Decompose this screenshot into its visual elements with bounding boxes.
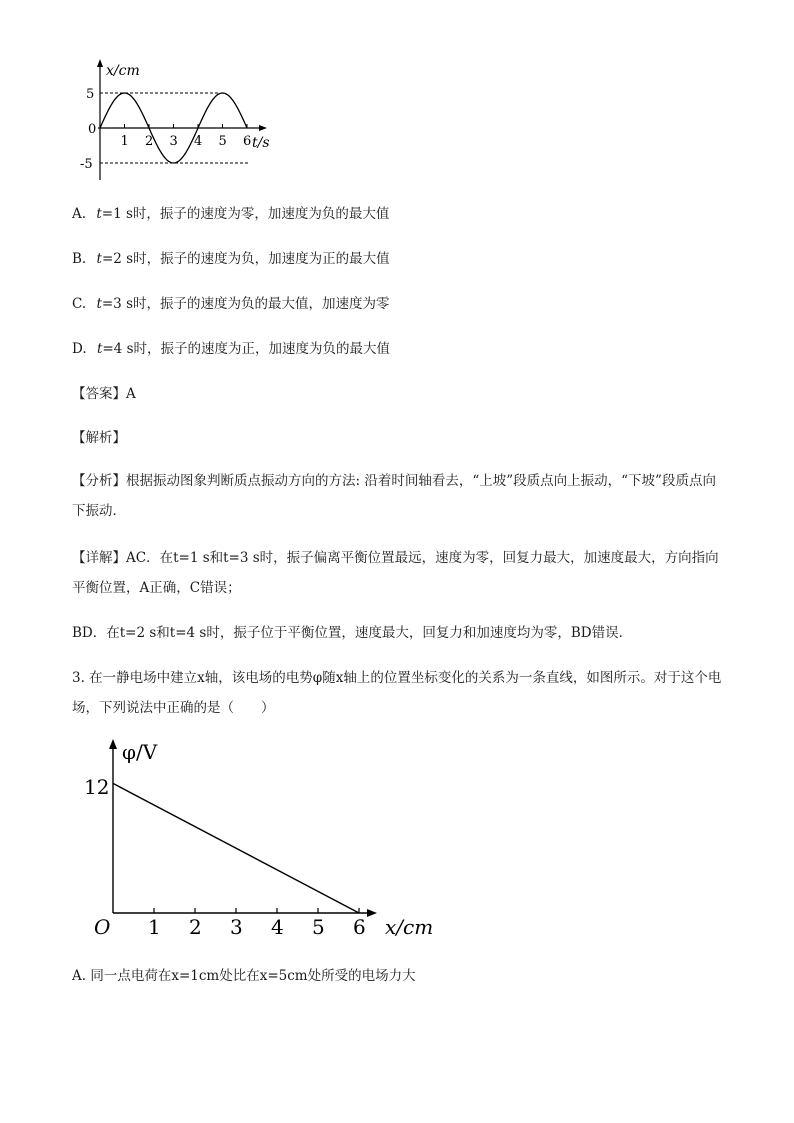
detail-text-1: 【详解】AC．在t=1 s和t=3 s时，振子偏离平衡位置最远，速度为零，回复力最大，加速度最大，方向指向平衡位置，A正确，C错误； [72, 550, 719, 596]
fig1-x-tick-label: 4 [194, 134, 203, 149]
analysis-text: 【分析】根据振动图象判断质点振动方向的方法: 沿着时间轴看去，“上坡”段质点向上振动，“下坡”段质点向下振动． [72, 473, 716, 519]
fig2-y-label: φ/V [122, 740, 158, 764]
option-text: =4 s时，振子的速度为正，加速度为负的最大值 [102, 341, 390, 357]
option-label: D. [72, 341, 87, 357]
fig1-x-label: t/s [252, 135, 270, 151]
q3-stem: 3. 在一静电场中建立x轴，该电场的电势φ随x轴上的位置坐标变化的关系为一条直线，如图所示。对于这个电场，下列说法中正确的是（ ） [72, 670, 722, 716]
fig1-ytick-5: 5 [86, 87, 95, 102]
fig2-x-tick-label: 4 [271, 915, 284, 939]
option-label: B. [72, 251, 87, 267]
fig2-x-tick-label: 2 [189, 915, 202, 939]
q2-option-a [72, 204, 389, 224]
fig2-y-tick-12: 12 [84, 775, 110, 799]
fig2-x-arrow [367, 909, 377, 917]
q3-option-a: A. 同一点电荷在x=1cm处比在x=5cm处所受的电场力大 [72, 968, 416, 984]
potential-graph [80, 735, 440, 945]
analysis-heading: 【解析】 [72, 430, 126, 446]
option-label: C. [72, 296, 87, 312]
fig1-x-tick-label: 6 [243, 134, 252, 149]
vibration-graph [80, 55, 290, 185]
q2-option-b [72, 249, 390, 269]
option-label: A. [72, 206, 87, 222]
fig2-x-tick-label: 6 [353, 915, 366, 939]
fig2-origin: O [94, 915, 111, 939]
fig1-x-tick-label: 5 [218, 134, 227, 149]
option-var: t [96, 251, 102, 267]
option-text: =1 s时，振子的速度为零，加速度为负的最大值 [101, 206, 390, 222]
fig2-x-tick-label: 1 [148, 915, 161, 939]
fig1-ytick-0: 0 [88, 122, 97, 137]
fig2-x-tick-label: 3 [230, 915, 243, 939]
fig2-potential-line [113, 783, 359, 913]
fig1-ytick-neg5: -5 [80, 157, 93, 172]
fig2-x-tick-label: 5 [312, 915, 325, 939]
fig2-y-arrow [109, 739, 117, 749]
answer: 【答案】A [72, 386, 136, 402]
q2-option-d [72, 339, 390, 359]
fig1-x-tick-label: 2 [145, 134, 154, 149]
option-var: t [96, 296, 102, 312]
fig1-y-arrow [97, 59, 103, 67]
fig1-x-tick-label: 1 [120, 134, 129, 149]
q2-option-c [72, 294, 390, 314]
option-var: t [96, 341, 103, 357]
fig2-x-label: x/cm [385, 915, 434, 939]
option-text: =3 s时，振子的速度为负的最大值，加速度为零 [101, 296, 390, 312]
fig1-x-arrow [259, 125, 267, 131]
option-var: t [96, 206, 102, 222]
option-text: =2 s时，振子的速度为负，加速度为正的最大值 [101, 251, 390, 267]
fig1-y-label: x/cm [106, 63, 140, 79]
fig1-x-tick-label: 3 [169, 134, 178, 149]
detail-text-2: BD．在t=2 s和t=4 s时，振子位于平衡位置，速度最大，回复力和加速度均为零，BD错误． [72, 625, 633, 641]
